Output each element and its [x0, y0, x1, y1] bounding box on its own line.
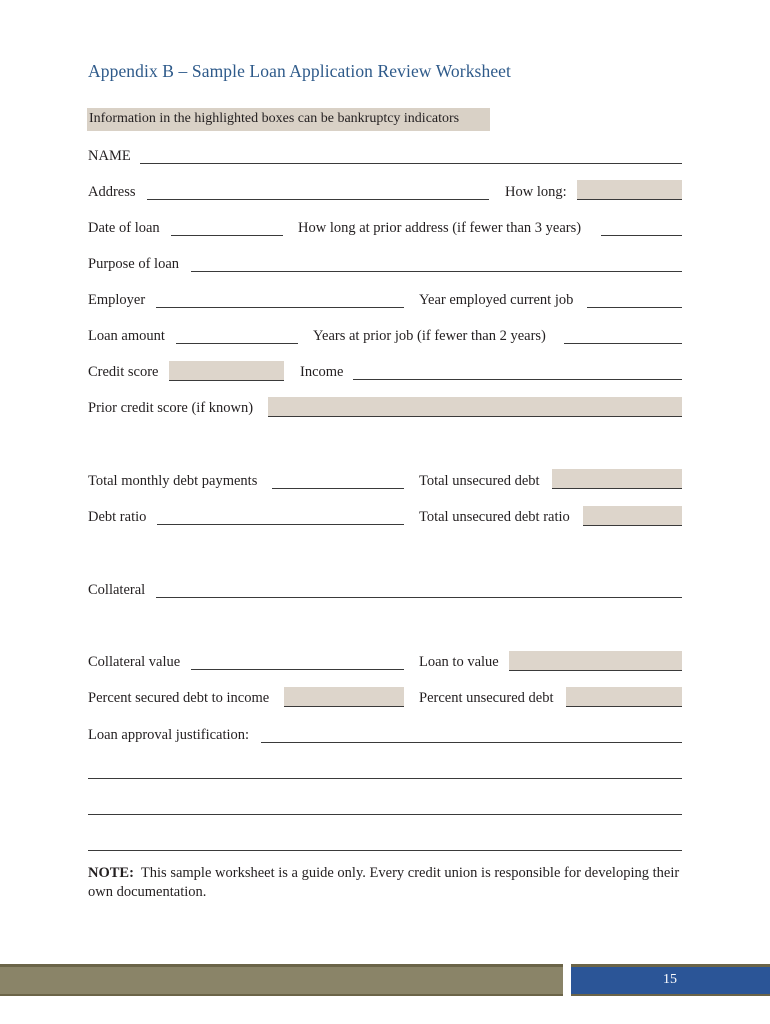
loan-approval-label: Loan approval justification:: [88, 727, 250, 743]
years-prior-job-label: Years at prior job (if fewer than 2 years): [313, 328, 546, 344]
highlight-legend-text: Information in the highlighted boxes can be bankruptcy indicators: [89, 111, 460, 126]
employer-field[interactable]: [156, 307, 404, 308]
total-unsecured-debt-label: Total unsecured debt: [419, 473, 540, 489]
note-paragraph: [88, 864, 688, 902]
loan-to-value-label: Loan to value: [419, 654, 499, 670]
percent-unsecured-debt-field[interactable]: [566, 687, 682, 707]
highlight-legend: [87, 108, 490, 131]
page-number: 15: [663, 972, 677, 987]
debt-ratio-label: Debt ratio: [88, 509, 147, 525]
collateral-label: Collateral: [88, 582, 146, 598]
name-field[interactable]: [140, 163, 682, 164]
total-monthly-debt-field[interactable]: [272, 488, 404, 489]
credit-score-label: Credit score: [88, 364, 159, 380]
loan-approval-field[interactable]: [261, 742, 682, 743]
justification-line-2[interactable]: [88, 778, 682, 779]
year-employed-label: Year employed current job: [419, 292, 574, 308]
income-label: Income: [300, 364, 344, 380]
note-label: NOTE:: [88, 865, 134, 881]
address-field[interactable]: [147, 199, 489, 200]
date-of-loan-field[interactable]: [171, 235, 283, 236]
debt-ratio-field[interactable]: [157, 524, 404, 525]
income-field[interactable]: [353, 379, 682, 380]
footer-page-box: [571, 964, 770, 996]
collateral-value-field[interactable]: [191, 669, 404, 670]
how-long-label: How long:: [505, 184, 567, 200]
date-of-loan-label: Date of loan: [88, 220, 160, 236]
address-label: Address: [88, 184, 136, 200]
total-unsecured-debt-field[interactable]: [552, 469, 682, 489]
footer-bar: [0, 964, 563, 996]
credit-score-field[interactable]: [169, 361, 284, 381]
total-unsecured-debt-ratio-field[interactable]: [583, 506, 682, 526]
loan-amount-label: Loan amount: [88, 328, 165, 344]
collateral-value-label: Collateral value: [88, 654, 181, 670]
total-unsecured-debt-ratio-label: Total unsecured debt ratio: [419, 509, 570, 525]
percent-secured-debt-field[interactable]: [284, 687, 404, 707]
purpose-field[interactable]: [191, 271, 682, 272]
note-text: This sample worksheet is a guide only. Every credit union is responsible for developing their own documentation.: [88, 865, 680, 900]
page-title: Appendix B – Sample Loan Application Review Worksheet: [88, 61, 512, 81]
prior-address-field[interactable]: [601, 235, 682, 236]
year-employed-field[interactable]: [587, 307, 682, 308]
justification-line-4[interactable]: [88, 850, 682, 851]
loan-to-value-field[interactable]: [509, 651, 682, 671]
purpose-label: Purpose of loan: [88, 256, 180, 272]
prior-address-label: How long at prior address (if fewer than 3 years): [298, 220, 582, 236]
collateral-field[interactable]: [156, 597, 682, 598]
percent-secured-debt-label: Percent secured debt to income: [88, 690, 270, 706]
prior-credit-score-field[interactable]: [268, 397, 682, 417]
percent-unsecured-debt-label: Percent unsecured debt: [419, 690, 554, 706]
loan-amount-field[interactable]: [176, 343, 298, 344]
justification-line-3[interactable]: [88, 814, 682, 815]
years-prior-job-field[interactable]: [564, 343, 682, 344]
footer-divider: [563, 964, 571, 996]
prior-credit-score-label: Prior credit score (if known): [88, 400, 254, 416]
how-long-field[interactable]: [577, 180, 682, 200]
total-monthly-debt-label: Total monthly debt payments: [88, 473, 258, 489]
employer-label: Employer: [88, 292, 146, 308]
name-label: NAME: [88, 148, 131, 164]
